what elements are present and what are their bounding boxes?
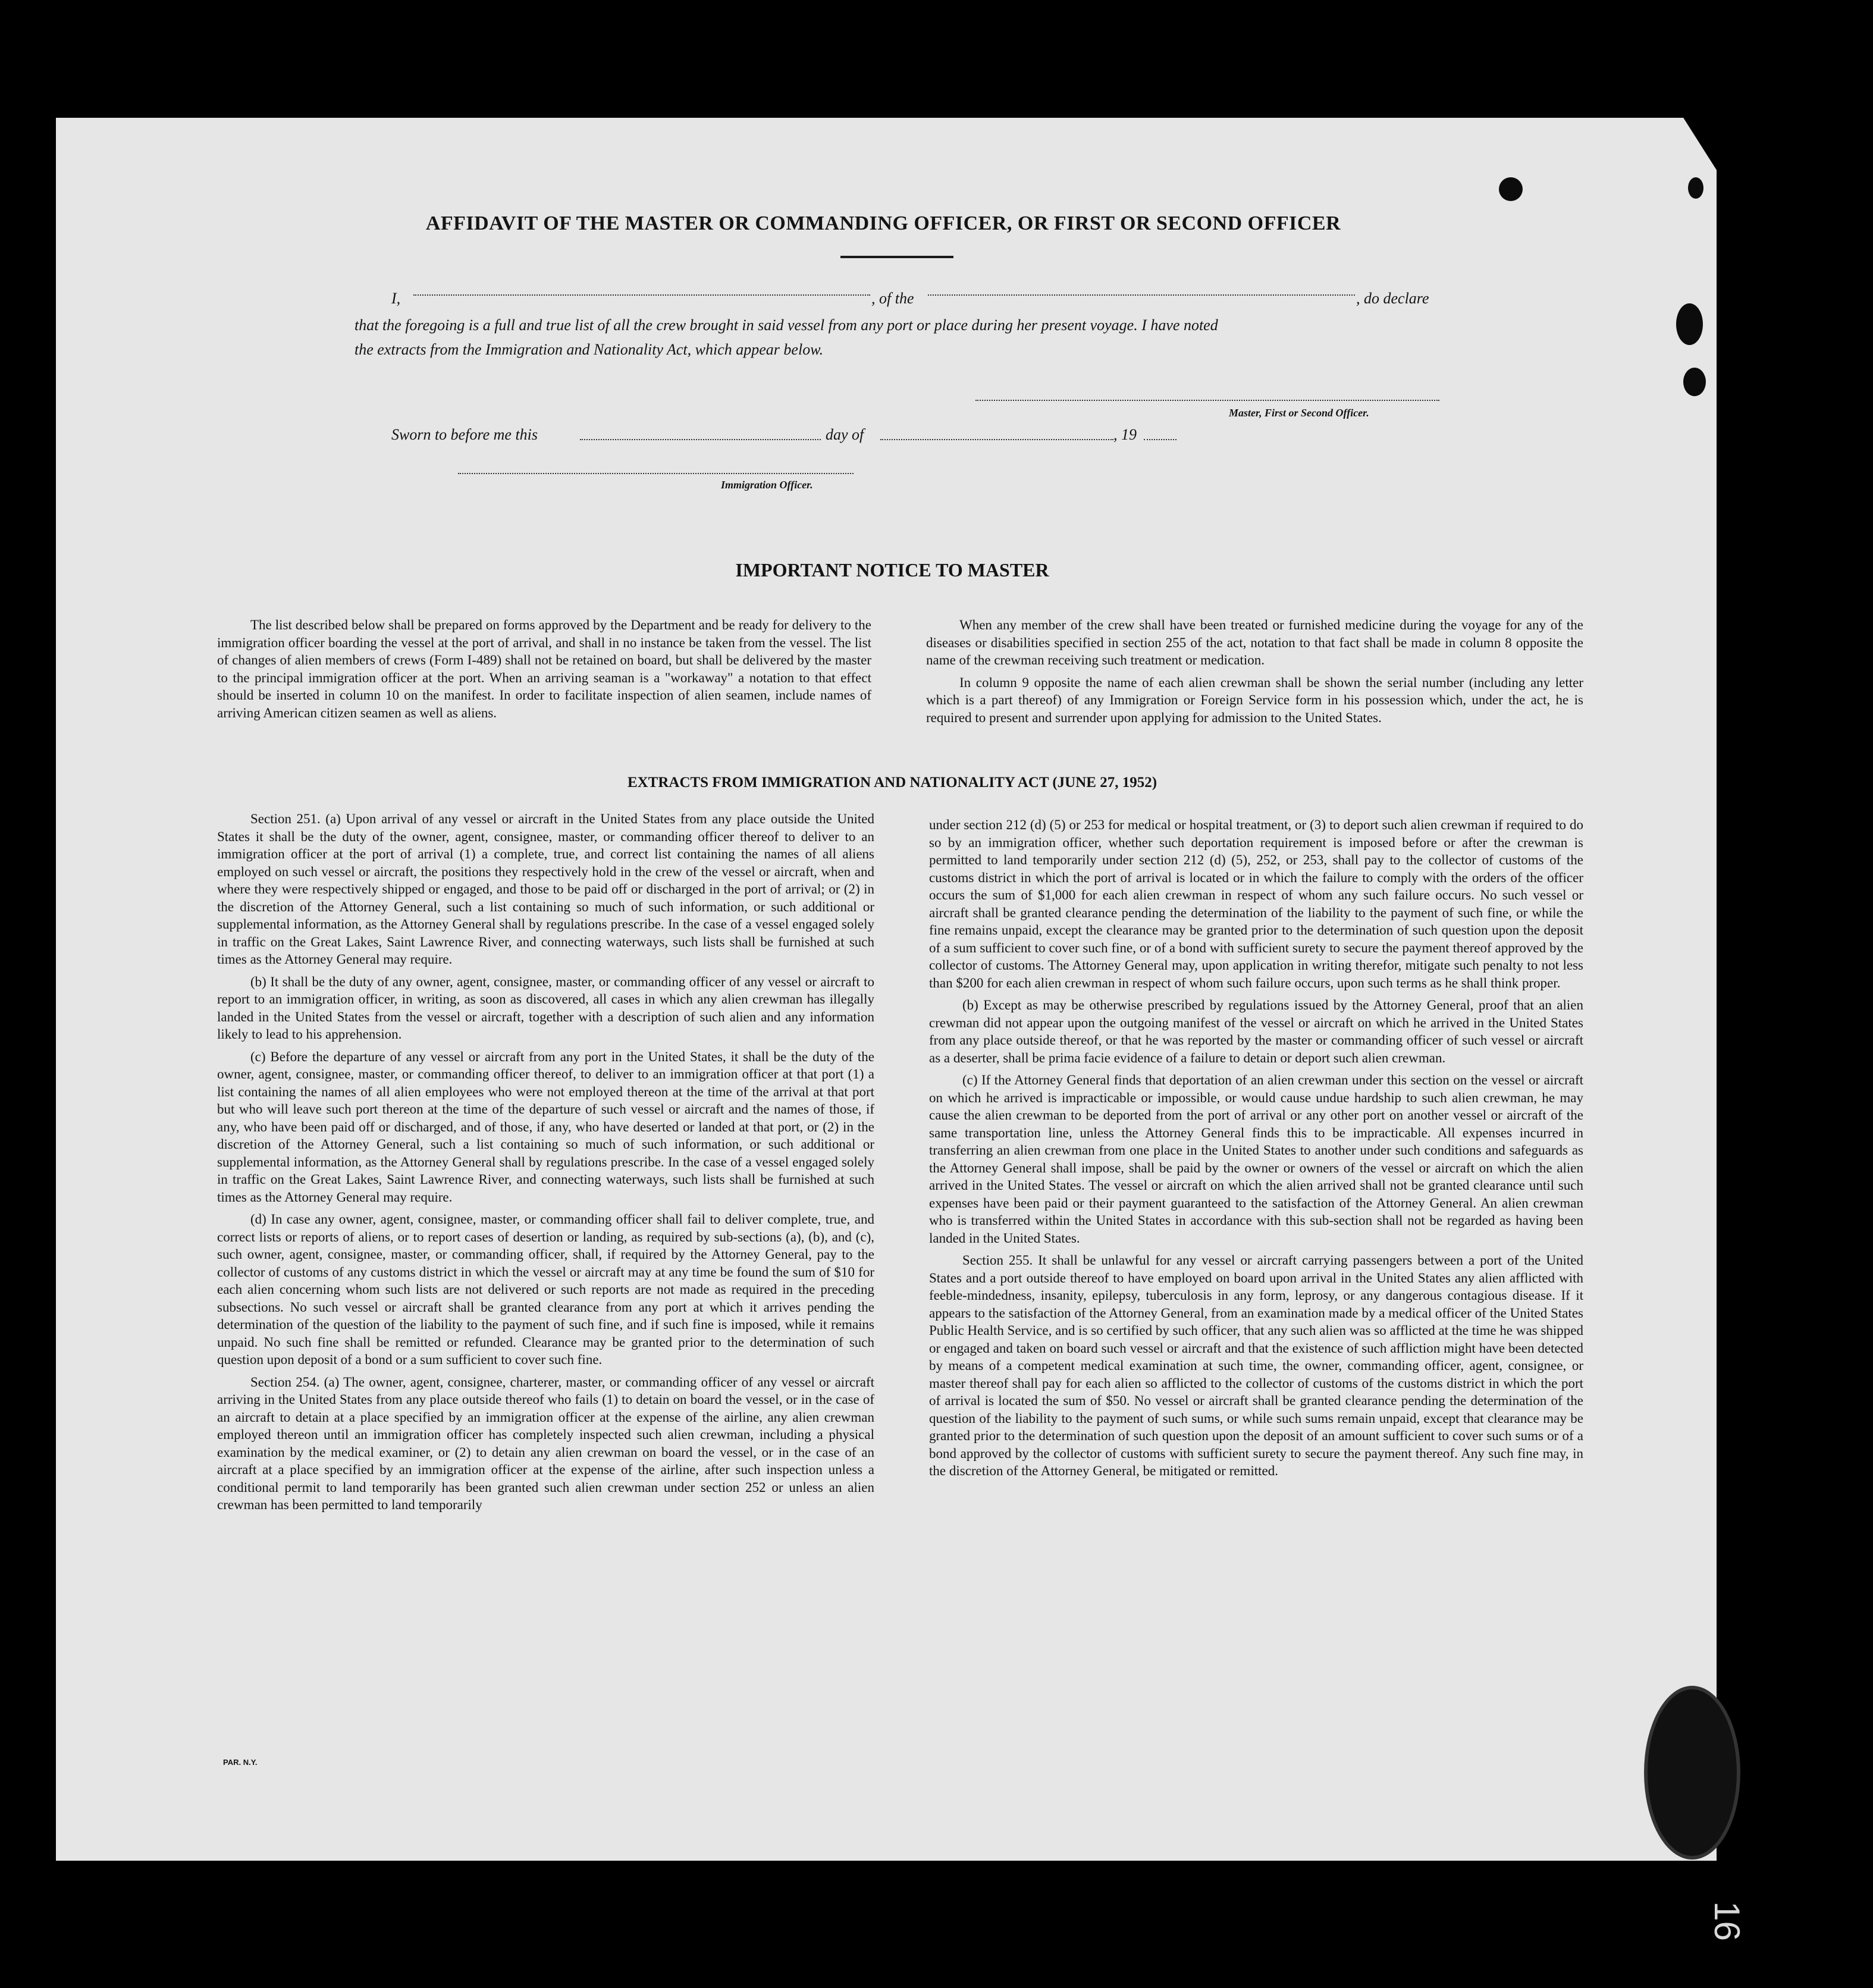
extracts-left-column <box>217 810 874 1519</box>
ink-blot <box>1683 368 1706 396</box>
immigration-officer-caption: Immigration Officer. <box>721 479 813 491</box>
notice-title: IMPORTANT NOTICE TO MASTER <box>735 559 1049 581</box>
master-caption: Master, First or Second Officer. <box>1229 407 1369 419</box>
sworn-year-field[interactable] <box>1144 439 1176 440</box>
sworn-day-field[interactable] <box>580 439 821 440</box>
extract-paragraph: (b) Except as may be otherwise prescribed by regulations issued by the Attorney General, proof that an alien crewman did not appear upon the outgoing manifest of the vessel or aircraft on which he arrived in the United States from any place outside thereof, or that he was reported by the master or commanding officer of such vessel or aircraft as a deserter, shall be prima facie evidence of a failure to detain or deport such alien crewman. <box>929 998 1583 1065</box>
extracts-title: EXTRACTS FROM IMMIGRATION AND NATIONALITY ACT (JUNE 27, 1952) <box>627 774 1157 791</box>
declaration-line-1: that the foregoing is a full and true list of all the crew brought in said vessel from any port or place during her present voyage. I have noted <box>354 316 1218 334</box>
of-the-label: , of the <box>871 290 914 307</box>
extract-paragraph: Section 251. (a) Upon arrival of any vessel or aircraft in the United States from any place outside the United States it shall be the duty of the owner, agent, consignee, master, or commanding officer thereof to deliver to an immigration officer at the port of arrival (1) a complete, true, and correct list containing the names of all aliens employed on such vessel or aircraft, the positions they respectively hold in the crew of the vessel or aircraft, when and where they were respectively shipped or engaged, and those to be paid off or discharged in the port of arrival; or (2) in the discretion of the Attorney General, such a list containing so much of such information, or such additional or supplemental information, as the Attorney General shall by regulations prescribe. In the case of a vessel engaged solely in traffic on the Great Lakes, Saint Lawrence River, and connecting waterways, such lists shall be furnished at such times as the Attorney General may require. <box>217 811 874 967</box>
notice-right-paragraph-2: In column 9 opposite the name of each alien crewman shall be shown the serial number (including any letter which is a part thereof) of any Immigration or Foreign Service form in his possession which, under the act, he is required to present and surrender upon applying for admission to the United States. <box>926 675 1583 725</box>
sworn-month-field[interactable] <box>880 439 1113 440</box>
extracts-right-column <box>929 816 1583 1485</box>
affidavit-title: AFFIDAVIT OF THE MASTER OR COMMANDING OFFICER, OR FIRST OR SECOND OFFICER <box>425 212 1341 234</box>
extract-paragraph: (b) It shall be the duty of any owner, agent, consignee, master, or commanding officer of any vessel or aircraft to report to an immigration officer, in writing, as soon as discovered, all cases in which any alien crewman has illegally landed in the United States from the vessel or aircraft, together with a description of such alien and any information likely to lead to his apprehension. <box>217 974 874 1042</box>
notice-left-paragraph: The list described below shall be prepared on forms approved by the Department and be ready for delivery to the immigration officer boarding the vessel at the port of arrival, and shall in no instance be taken from the vessel. The list of changes of alien members of crews (Form I-489) shall not be retained on board, but shall be delivered by the master to the principal immigration officer at the port. When an arriving seaman is a "workaway" a notation to that effect should be inserted in column 10 on the manifest. In order to facilitate inspection of alien seamen, include names of arriving American citizen seamen as well as aliens. <box>217 617 871 720</box>
extract-paragraph: Section 254. (a) The owner, agent, consignee, charterer, master, or commanding officer of any vessel or aircraft arriving in the United States from any place outside thereof who fails (1) to detain on board the vessel, or in the case of an aircraft to detain at a place specified by an immigration officer at the expense of the airline, any alien crewman employed thereon until an immigration officer has completely inspected such alien crewman, including a physical examination by the medical examiner, or (2) to detain any alien crewman on board the vessel, or in the case of an aircraft at a place specified by an immigration officer at the expense of the airline, after such inspection unless a conditional permit to land temporarily has been granted such alien crewman under section 252 or unless an alien crewman has been permitted to land temporarily <box>217 1374 874 1512</box>
do-declare-label: , do declare <box>1356 290 1429 307</box>
declarant-name-field[interactable] <box>413 294 870 296</box>
ink-blot <box>1676 303 1703 345</box>
extract-paragraph: (c) Before the departure of any vessel or aircraft from any port in the United States, it shall be the duty of the owner, agent, consignee, master, or commanding officer thereof, to deliver to an immigration officer at that port (1) a list containing the names of all alien employees who were not employed thereon at the time of the arrival at that port but who will leave such port thereon at the time of the departure of such vessel or aircraft and the names of those, if any, who have been paid off or discharged, and of those, if any, who have deserted or landed at that port, or (2) in the discretion of the Attorney General, such a list containing so much of such information, or such additional or supplemental information, as the Attorney General shall by regulations prescribe. In the case of a vessel engaged solely in traffic on the Great Lakes, Saint Lawrence River, and connecting waterways, such lists shall be furnished at such times as the Attorney General may require. <box>217 1049 874 1205</box>
extract-paragraph: Section 255. It shall be unlawful for any vessel or aircraft carrying passengers between a port of the United States and a port outside thereof to have employed on board upon arrival in the United States any alien afflicted with feeble-mindedness, insanity, epilepsy, tuberculosis in any form, leprosy, or any dangerous contagious disease. If it appears to the satisfaction of the Attorney General, from an examination made by a medical officer of the United States Public Health Service, and is so certified by such officer, that any such alien was so afflicted at the time he was shipped or engaged and taken on board such vessel or aircraft and that the existence of such affliction might have been detected by means of a competent medical examination at such time, the owner, commanding officer, agent, consignee, or master thereof shall pay for each alien so afflicted to the collector of customs of the customs district in which the port of arrival is located the sum of $50. No vessel or aircraft shall be granted clearance pending the determination of the question of the liability to the payment of such sums, or while such sums remain unpaid, except that clearance may be granted prior to the determination of such question upon the deposit of an amount sufficient to cover such sums or of a bond approved by the collector of customs with sufficient surety to secure the payment thereof. Any such fine may, in the discretion of the Attorney General, be mitigated or remitted. <box>929 1253 1583 1478</box>
notice-left-column <box>217 616 871 726</box>
notice-right-column <box>926 616 1583 731</box>
ink-blot <box>1499 177 1523 201</box>
seal-stamp <box>1648 1689 1737 1856</box>
year-label: , 19 <box>1113 426 1137 443</box>
extract-paragraph: (d) In case any owner, agent, consignee, master, or commanding officer shall fail to deliver complete, true, and correct lists or reports of aliens, or to report cases of desertion or landing, as required by sub-sections (a), (b), and (c), such owner, agent, consignee, master, or commanding officer, shall, if required by the Attorney General, pay to the collector of customs of any customs district in which the vessel or aircraft may at any time be found the sum of $10 for each alien concerning whom such lists are not delivered or such reports are not made as required in the preceding subsections. No such vessel or aircraft shall be granted clearance from any port at which it arrives pending the determination of the question of the liability to the payment of such fine, and if such fine is imposed, while it remains unpaid. No such fine shall be remitted or refunded. Clearance may be granted prior to the determination of such question upon deposit of a bond or a sum sufficient to cover such fine. <box>217 1212 874 1367</box>
declaration-line-2: the extracts from the Immigration and Nationality Act, which appear below. <box>354 341 824 358</box>
sworn-label: Sworn to before me this <box>391 426 538 443</box>
immigration-officer-signature-field[interactable] <box>458 473 854 474</box>
ink-blot <box>1688 177 1703 199</box>
page-number: 16 <box>1706 1901 1747 1941</box>
day-of-label: day of <box>826 426 864 443</box>
notice-right-paragraph-1: When any member of the crew shall have been treated or furnished medicine during the voyage for any of the diseases or disabilities specified in section 255 of the act, notation to that fact shall be made in column 8 opposite the name of the crewman receiving such treatment or medication. <box>926 617 1583 667</box>
printer-mark: PAR. N.Y. <box>223 1758 258 1767</box>
extract-paragraph: under section 212 (d) (5) or 253 for medical or hospital treatment, or (3) to deport such alien crewman if required to do so by an immigration officer, whether such deportation requirement is imposed before or after the crewman is permitted to land temporarily under section 212 (d) (5), 252, or 253, shall pay to the collector of customs of the customs district in which the port of arrival is located or in which the failure to comply with the orders of the officer occurs the sum of $1,000 for each alien crewman in respect of whom any such failure occurs. No such vessel or aircraft shall be granted clearance pending the determination of the liability to the payment of such fine, or while the fine remains unpaid, except the clearance may be granted prior to the determination of such question upon the deposit of a sum sufficient to cover such fine, or of a bond with sufficient surety to secure the payment thereof approved by the collector of customs. The Attorney General may, upon application in writing therefor, mitigate such penalty to not less than $200 for each alien crewman in respect of whom such failure occurs, upon such terms as he shall think proper. <box>929 817 1583 990</box>
title-divider <box>840 256 953 258</box>
vessel-name-field[interactable] <box>928 294 1355 296</box>
extract-paragraph: (c) If the Attorney General finds that deportation of an alien crewman under this section on the vessel or aircraft on which he arrived is impracticable or impossible, or would cause undue hardship to such alien crewman, he may cause the alien crewman to be deported from the port of arrival or any other port on another vessel or aircraft of the same transportation line, unless the Attorney General finds this to be impracticable. All expenses incurred in transferring an alien crewman from one place in the United States to another under such conditions and safeguards as the Attorney General shall impose, shall be paid by the owner or owners of the vessel or aircraft on which the alien arrived in the United States. The vessel or aircraft on which the alien arrived shall not be granted clearance until such expenses have been paid or their payment guaranteed to the satisfaction of the Attorney General. An alien crewman who is transferred within the United States in accordance with this sub-section shall not be regarded as having been landed in the United States. <box>929 1073 1583 1246</box>
declarant-label: I, <box>391 290 401 307</box>
master-signature-field[interactable] <box>975 400 1439 401</box>
